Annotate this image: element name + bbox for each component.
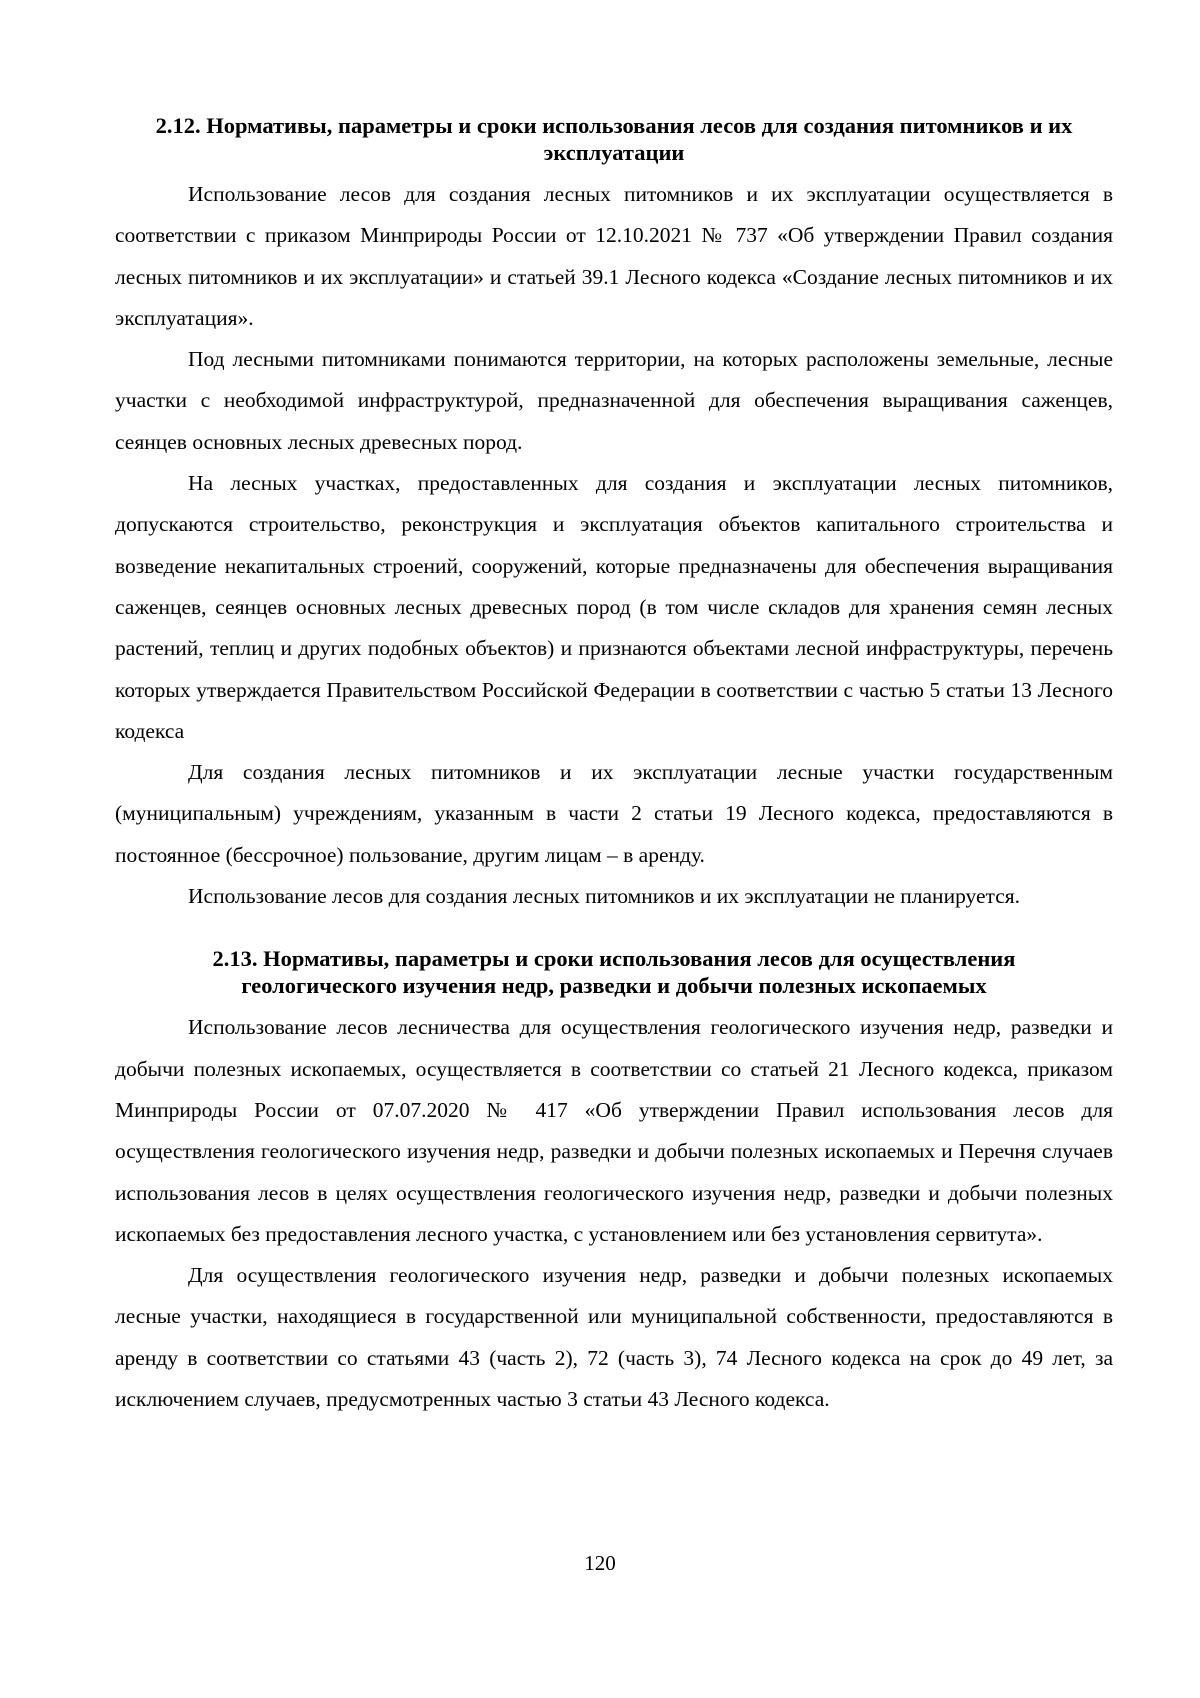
paragraph: На лесных участках, предоставленных для создания и эксплуатации лесных питомников, допускаются строительство, реконструкция и эксплуатация объектов капитального строительства и возведение некапитальных строений, сооружений, которые предназначены для обеспечения выращивания саженцев, сеянцев основных лесных древесных пород (в том числе складов для хранения семян лесных растений, теплиц и других подобных объектов) и признаются объектами лесной инфраструктуры, перечень которых утверждается Правительством Российской Федерации в соответствии с частью 5 статьи 13 Лесного кодекса — [115, 471, 1113, 743]
page-number: 120 — [584, 1551, 616, 1575]
paragraph: Использование лесов для создания лесных питомников и их эксплуатации не планируется. — [188, 884, 1021, 909]
section-heading-2-12: 2.12. Нормативы, параметры и сроки использования лесов для создания питомников и их эксплуатации — [155, 113, 1073, 165]
section-heading-2-13: 2.13. Нормативы, параметры и сроки использования лесов для осуществления геологического изучения недр, разведки и добычи полезных ископаемых — [212, 946, 1016, 999]
paragraph: Использование лесов для создания лесных питомников и их эксплуатации осуществляется в соответствии с приказом Минприроды России от 12.10.2021 № 737 «Об утверждении Правил создания лесных питомников и их эксплуатации» и статьей 39.1 Лесного кодекса «Создание лесных питомников и их эксплуатация». — [115, 182, 1113, 330]
paragraph: Использование лесов лесничества для осуществления геологического изучения недр, разведки и добычи полезных ископаемых, осуществляется в соответствии со статьей 21 Лесного кодекса, приказом Минприроды России от 07.07.2020 № 417 «Об утверждении Правил использования лесов для осуществления геологического изучения недр, разведки и добычи полезных ископаемых и Перечня случаев использования лесов в целях осуществления геологического изучения недр, разведки и добычи полезных ископаемых без предоставления лесного участка, с установлением или без установления сервитута». — [115, 1015, 1113, 1246]
paragraph: Для осуществления геологического изучения недр, разведки и добычи полезных ископаемых лесные участки, находящиеся в государственной или муниципальной собственности, предоставляются в аренду в соответствии со статьями 43 (часть 2), 72 (часть 3), 74 Лесного кодекса на срок до 49 лет, за исключением случаев, предусмотренных частью 3 статьи 43 Лесного кодекса. — [115, 1263, 1113, 1412]
document-page — [115, 112, 1113, 1420]
paragraph: Под лесными питомниками понимаются территории, на которых расположены земельные, лесные участки с необходимой инфраструктурой, предназначенной для обеспечения выращивания саженцев, сеянцев основных лесных древесных пород. — [115, 347, 1113, 454]
paragraph: Для создания лесных питомников и их эксплуатации лесные участки государственным (муниципальным) учреждениям, указанным в части 2 статьи 19 Лесного кодекса, предоставляются в постоянное (бессрочное) пользование, другим лицам – в аренду. — [115, 760, 1113, 867]
